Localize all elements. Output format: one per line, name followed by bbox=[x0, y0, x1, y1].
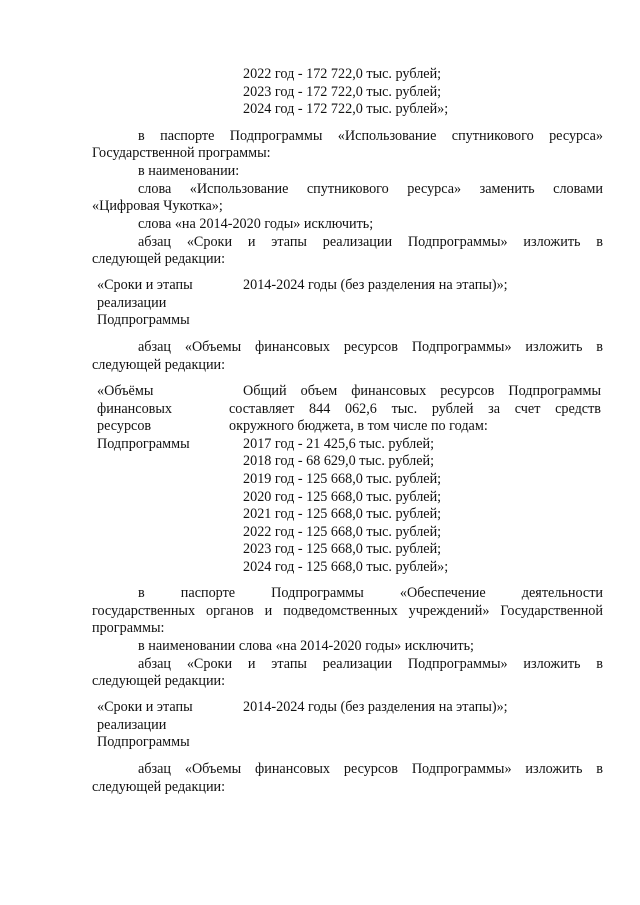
year-line: 2018 год - 68 629,0 тыс. рублей; bbox=[243, 453, 435, 469]
year-line: 2021 год - 125 668,0 тыс. рублей; bbox=[243, 506, 442, 522]
year-line: 2023 год - 125 668,0 тыс. рублей; bbox=[243, 541, 442, 557]
section2-exclude: в наименовании слова «на 2014-2020 годы» исключить; bbox=[138, 638, 475, 654]
terms-label bbox=[97, 277, 222, 330]
terms-label-line: реализации bbox=[97, 716, 167, 733]
section2-para-line2: следующей редакции: bbox=[92, 673, 226, 689]
year-line: 2024 год - 125 668,0 тыс. рублей»; bbox=[243, 559, 449, 575]
section1-para-line1: абзац «Сроки и этапы реализации Подпрограммы» изложить в bbox=[138, 234, 603, 250]
terms-value: 2014-2024 годы (без разделения на этапы)»; bbox=[243, 277, 508, 293]
year-line: 2023 год - 172 722,0 тыс. рублей; bbox=[243, 84, 442, 100]
year-line: 2020 год - 125 668,0 тыс. рублей; bbox=[243, 489, 442, 505]
terms-label-line: реализации bbox=[97, 294, 167, 311]
section1-replace-line1: слова «Использование спутникового ресурса» заменить словами bbox=[138, 181, 603, 197]
volume-text-line: Общий объем финансовых ресурсов Подпрограммы bbox=[243, 383, 601, 399]
year-line: 2022 год - 125 668,0 тыс. рублей; bbox=[243, 524, 442, 540]
terms-label bbox=[97, 699, 222, 752]
volume-label-line: финансовых bbox=[97, 400, 172, 417]
section1-intro-line1: в паспорте Подпрограммы «Использование спутникового ресурса» bbox=[138, 128, 603, 144]
volume-text-line: составляет 844 062,6 тыс. рублей за счет средств bbox=[229, 400, 601, 417]
volume-text-line: окружного бюджета, в том числе по годам: bbox=[229, 418, 488, 434]
section2-intro-line1: в паспорте Подпрограммы «Обеспечение деятельности bbox=[138, 585, 603, 601]
volume-label-line: Подпрограммы bbox=[97, 435, 190, 452]
year-line: 2019 год - 125 668,0 тыс. рублей; bbox=[243, 471, 442, 487]
section1-replace-line2: «Цифровая Чукотка»; bbox=[92, 198, 223, 214]
section2-para-line1: абзац «Сроки и этапы реализации Подпрограммы» изложить в bbox=[138, 656, 603, 672]
section2-intro-line2: государственных органов и подведомственных учреждений» Государственной bbox=[92, 603, 603, 619]
terms-label-line: «Сроки и этапы bbox=[97, 699, 193, 715]
terms-value: 2014-2024 годы (без разделения на этапы)»; bbox=[243, 699, 508, 715]
year-line: 2022 год - 172 722,0 тыс. рублей; bbox=[243, 66, 442, 82]
section1-intro-line2: Государственной программы: bbox=[92, 145, 271, 161]
volume-label-line: ресурсов bbox=[97, 418, 152, 434]
section1-volume-line1: абзац «Объемы финансовых ресурсов Подпрограммы» изложить в bbox=[138, 339, 603, 355]
section2-intro-line3: программы: bbox=[92, 620, 165, 636]
year-line: 2017 год - 21 425,6 тыс. рублей; bbox=[243, 436, 435, 452]
terms-label-line: Подпрограммы bbox=[97, 312, 190, 328]
section1-exclude: слова «на 2014-2020 годы» исключить; bbox=[138, 216, 374, 232]
terms-label-line: «Сроки и этапы bbox=[97, 277, 193, 293]
section2-volume-line1: абзац «Объемы финансовых ресурсов Подпрограммы» изложить в bbox=[138, 761, 603, 777]
volume-text bbox=[229, 383, 601, 436]
section1-para-line2: следующей редакции: bbox=[92, 251, 226, 267]
year-line: 2024 год - 172 722,0 тыс. рублей»; bbox=[243, 101, 449, 117]
terms-label-line: Подпрограммы bbox=[97, 734, 190, 750]
volume-label-line: «Объёмы bbox=[97, 383, 154, 399]
volume-label bbox=[97, 383, 222, 453]
section2-volume-line2: следующей редакции: bbox=[92, 779, 226, 795]
section1-naming: в наименовании: bbox=[138, 163, 240, 179]
section1-volume-line2: следующей редакции: bbox=[92, 357, 226, 373]
